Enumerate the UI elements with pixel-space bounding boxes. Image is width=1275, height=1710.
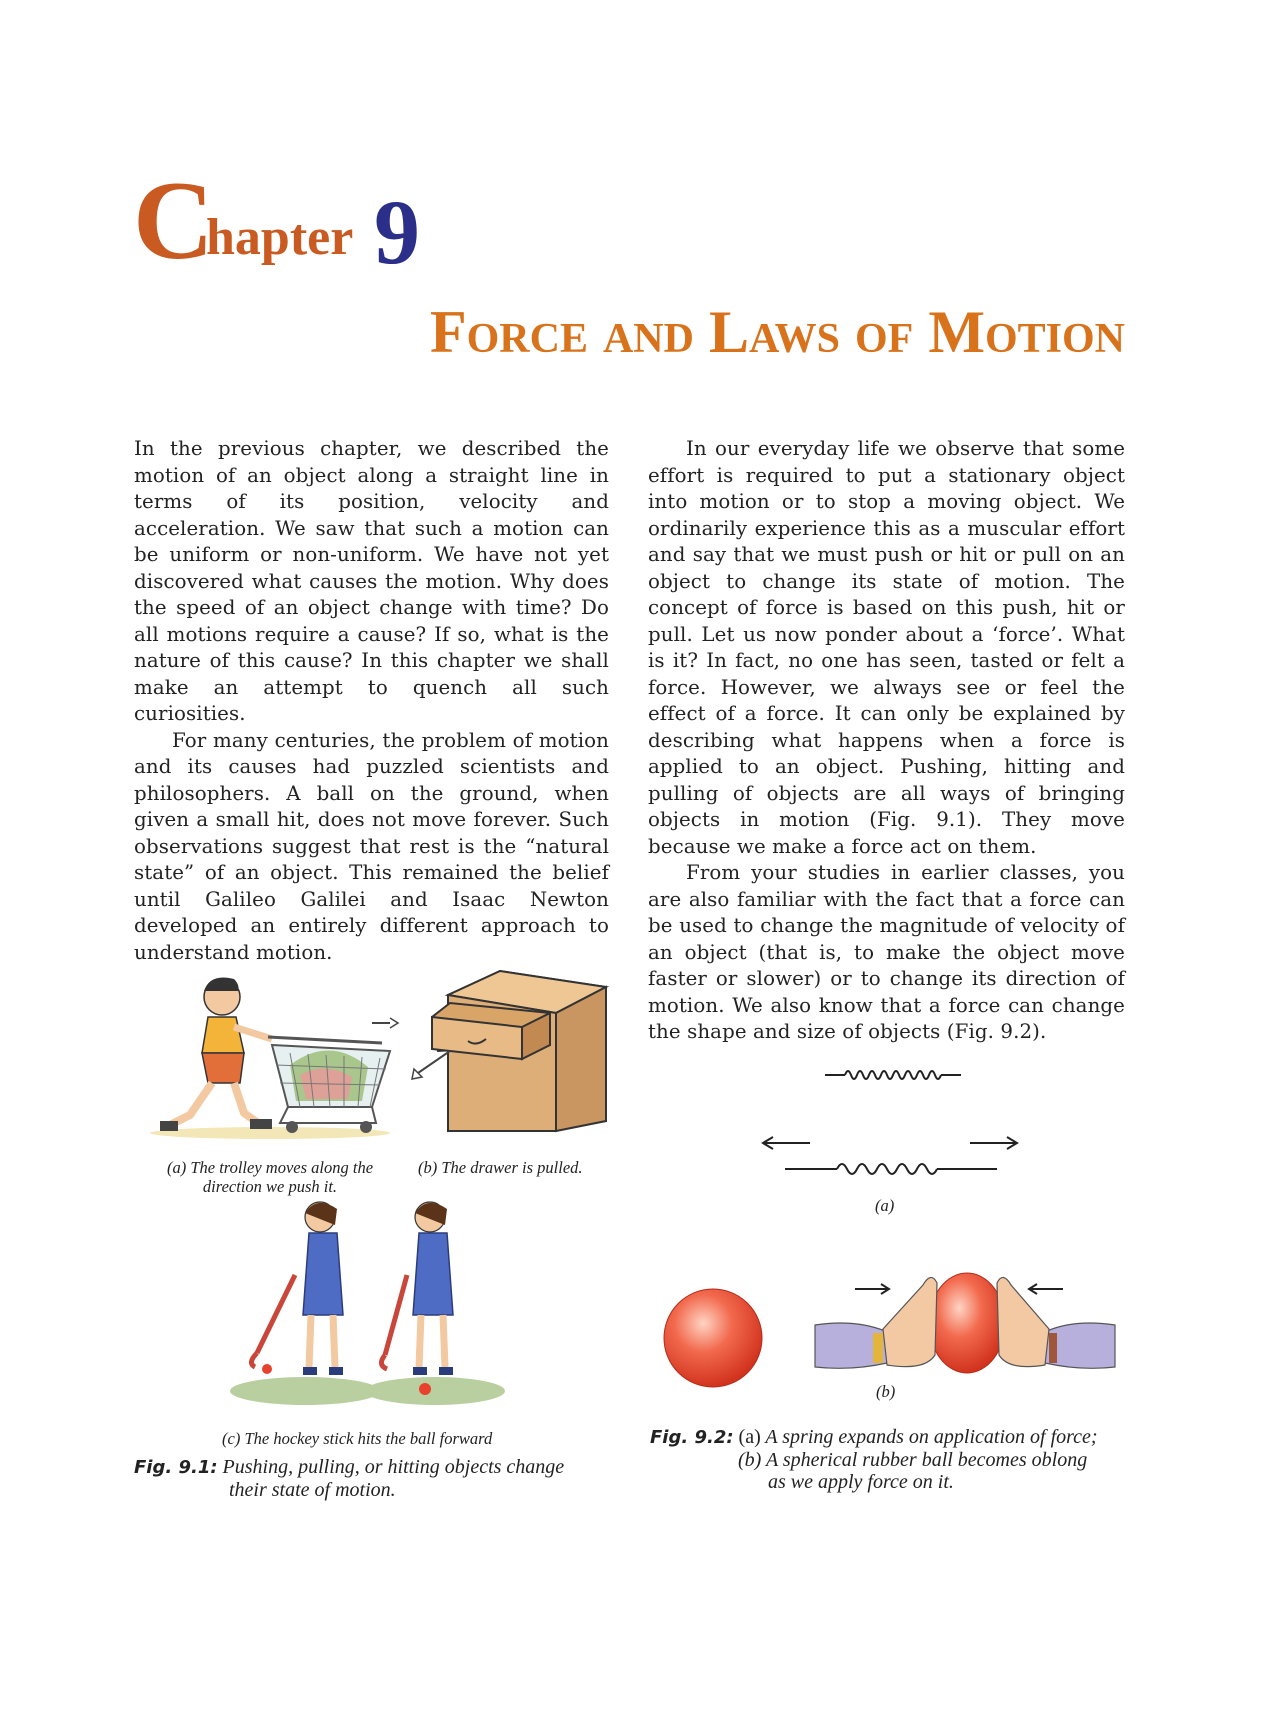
fig91-caption-a <box>150 1158 390 1196</box>
caption-line: (a) The trolley moves along the <box>166 1158 374 1177</box>
hockey-illustration <box>225 1195 505 1415</box>
caption-line <box>650 1426 1130 1449</box>
fig92-caption <box>650 1426 1130 1493</box>
caption-line: as we apply force on it. <box>768 1471 954 1493</box>
drawer-illustration <box>410 965 615 1150</box>
caption-line: direction we push it. <box>202 1177 338 1196</box>
rubber-ball-illustration <box>655 1245 1125 1395</box>
caption-marker: (a) <box>738 1426 761 1448</box>
paragraph: In our everyday life we observe that some effort is required to put a stationary object into motion or to stop a moving object. We ordinarily experience this as a muscular effort and say that we must push or hit or pull on an object to change its state of motion. The concept of force is based on this push, hit or pull. Let us now ponder about a ‘force’. What is it? In fact, no one has seen, tasted or felt a force. However, we always see or feel the effect of a force. It can only be explained by describing what happens when a force is applied to an object. Pushing, hitting and pulling of objects are all ways of bringing objects in motion (Fig. 9.1). They move because we make a force act on them. <box>648 437 1125 858</box>
caption-line: their state of motion. <box>229 1479 396 1501</box>
paragraph: For many centuries, the problem of motion and its causes had puzzled scientists and philosophers. A ball on the ground, when given a small hit, does not move forever. Such observations suggest that rest is the “natural state” of an object. This remained the belief until Galileo Galilei and Isaac Newton developed an entirely different approach to understand motion. <box>134 728 609 964</box>
fig92-sub-a: (a) <box>875 1196 895 1215</box>
fig91-caption-b: (b) The drawer is pulled. <box>418 1158 583 1177</box>
fig92-sub-b: (b) <box>876 1382 896 1401</box>
paragraph: From your studies in earlier classes, you are also familiar with the fact that a force can be used to change the magnitude of velocity of an object (that is, to make the object move faster or slower) or to change its direction of motion. We also know that a force can change the shape and size of objects (Fig. 9.2). <box>648 861 1125 1043</box>
spring-illustration <box>755 1065 1025 1195</box>
caption-text: A spring expands on application of force; <box>765 1426 1098 1448</box>
caption-text: Pushing, pulling, or hitting objects change <box>222 1456 565 1478</box>
left-column <box>134 436 609 966</box>
chapter-label: hapter <box>206 209 354 266</box>
caption-line: (b) A spherical rubber ball becomes oblong <box>738 1449 1088 1471</box>
paragraph: In the previous chapter, we described the motion of an object along a straight line in terms of its position, velocity and acceleration. We saw that such a motion can be uniform or non-uniform. We have not yet discovered what causes the motion. Why does the speed of an object change with time? Do all motions require a cause? If so, what is the nature of this cause? In this chapter we shall make an attempt to quench all such curiosities. <box>134 437 609 725</box>
chapter-number: 9 <box>374 181 420 283</box>
fig91-caption <box>134 1456 614 1501</box>
fig91-caption-c: (c) The hockey stick hits the ball forward <box>222 1429 493 1448</box>
chapter-label-initial: C <box>133 159 214 283</box>
caption-line <box>134 1456 614 1479</box>
figure-label: Fig. 9.1: <box>134 1457 218 1478</box>
trolley-illustration <box>140 965 400 1140</box>
right-column <box>648 436 1125 1046</box>
chapter-title: Force and Laws of Motion <box>429 299 1125 365</box>
figure-label: Fig. 9.2: <box>650 1427 734 1448</box>
